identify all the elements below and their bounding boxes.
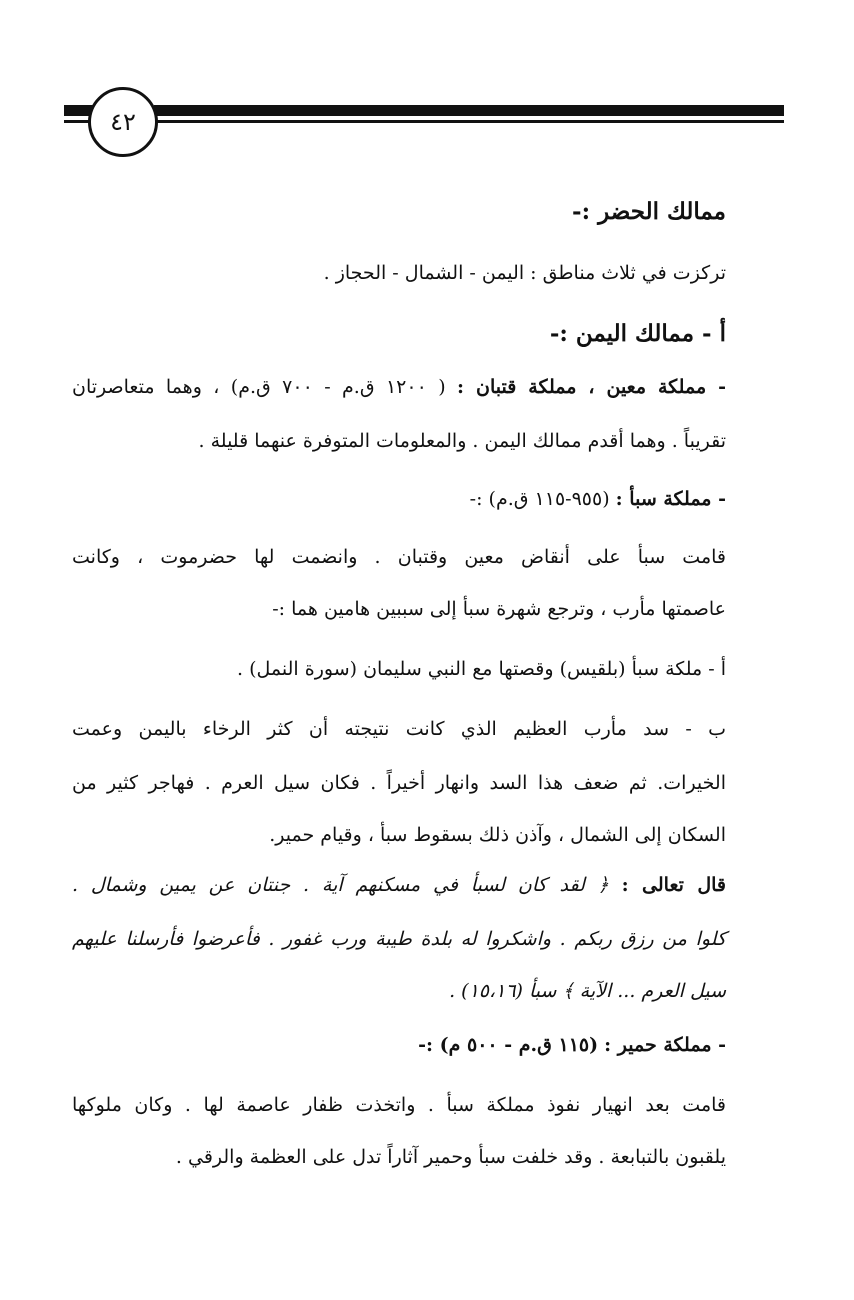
maeen-line-2: تقريباً . وهما أقدم ممالك اليمن . والمعلومات المتوفرة عنهما قليلة . xyxy=(198,430,726,452)
maeen-line-1 xyxy=(72,376,726,398)
himyar-line-2: يلقبون بالتبابعة . وقد خلفت سبأ وحمير آثاراً تدل على العظمة والرقي . xyxy=(175,1146,726,1168)
saba-reason-b-line-1: ب - سد مأرب العظيم الذي كانت نتيجته أن كثر الرخاء باليمن وعمت xyxy=(72,718,726,740)
saba-paragraph-line-2: عاصمتها مأرب ، وترجع شهرة سبأ إلى سببين هامين هما :- xyxy=(272,598,726,620)
himyar-dates: (١١٥ ق.م - ٥٠٠ م) :- xyxy=(418,1034,599,1056)
yemen-heading: أ - ممالك اليمن :- xyxy=(549,320,726,347)
himyar-title: - مملكة حمير : xyxy=(604,1034,726,1056)
quran-line-2: كلوا من رزق ربكم . واشكروا له بلدة طيبة ورب غفور . فأعرضوا فأرسلنا عليهم xyxy=(72,928,726,950)
saba-paragraph-line-1: قامت سبأ على أنقاض معين وقتبان . وانضمت لها حضرموت ، وكانت xyxy=(72,546,726,568)
saba-title: - مملكة سبأ : xyxy=(615,488,726,510)
himyar-heading-line xyxy=(418,1034,726,1056)
quran-verse-1: ﴿ لقد كان لسبأ في مسكنهم آية . جنتان عن يمين وشمال . xyxy=(72,874,609,896)
saba-reason-b-line-2: الخيرات. ثم ضعف هذا السد وانهار أخيراً . فكان سيل العرم . فهاجر كثير من xyxy=(72,772,726,794)
intro-text: تركزت في ثلاث مناطق : اليمن - الشمال - الحجاز . xyxy=(323,262,726,284)
himyar-line-1: قامت بعد انهيار نفوذ مملكة سبأ . واتخذت ظفار عاصمة لها . وكان ملوكها xyxy=(72,1094,726,1116)
saba-reason-a: أ - ملكة سبأ (بلقيس) وقصتها مع النبي سليمان (سورة النمل) . xyxy=(237,658,726,680)
saba-dates: (٩٥٥-١١٥ ق.م) :- xyxy=(469,488,610,510)
maeen-dates: ( ١٢٠٠ ق.م - ٧٠٠ ق.م) ، وهما متعاصرتان xyxy=(72,376,446,398)
maeen-title: - مملكة معين ، مملكة قتبان : xyxy=(457,376,726,398)
header-rule xyxy=(64,101,784,129)
quran-intro: قال تعالى : xyxy=(621,874,726,896)
quran-line-3: سيل العرم ... الآية ﴾ سبأ (١٥،١٦) . xyxy=(449,980,726,1002)
saba-reason-b-line-3: السكان إلى الشمال ، وآذن ذلك بسقوط سبأ ، وقيام حمير. xyxy=(269,824,726,846)
saba-heading-line xyxy=(470,488,726,510)
page-number: ٤٢ xyxy=(88,87,158,157)
quran-line-1 xyxy=(72,874,726,896)
section-heading: ممالك الحضر :- xyxy=(572,198,726,225)
